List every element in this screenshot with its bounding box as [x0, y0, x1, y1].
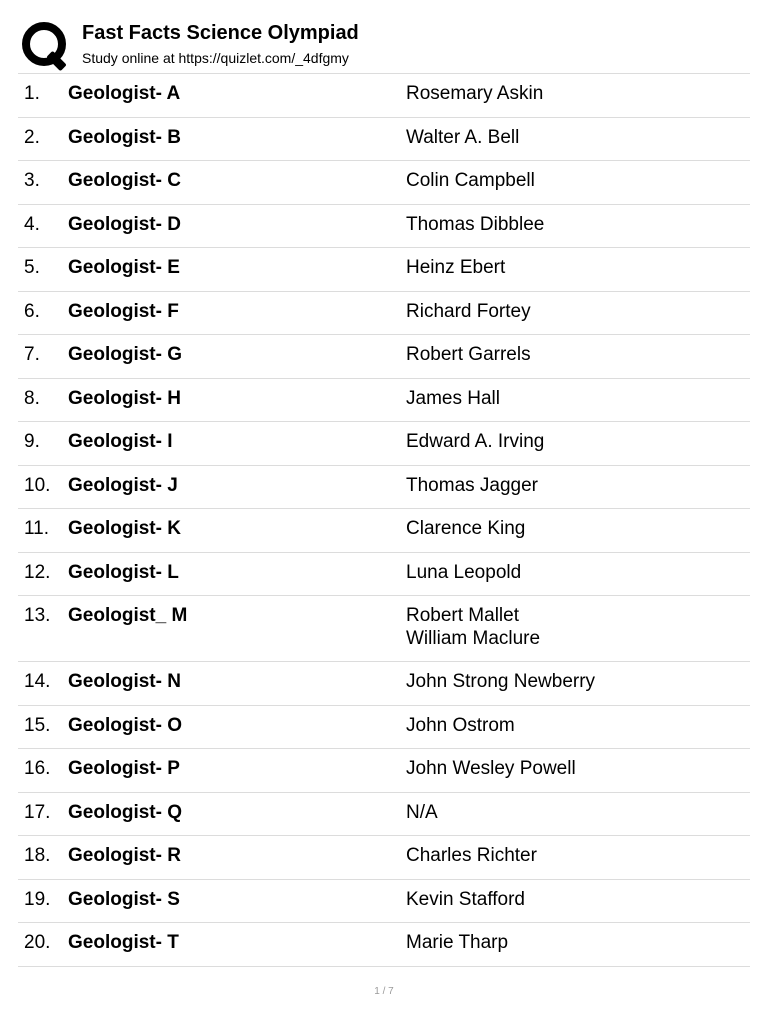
table-row — [18, 836, 750, 880]
definition-line: N/A — [406, 801, 438, 823]
definition-line: William Maclure — [406, 628, 541, 649]
row-number: 2. — [24, 126, 40, 148]
row-number: 4. — [24, 213, 40, 235]
table-row — [18, 292, 750, 336]
definition-cell — [406, 604, 540, 650]
definition-cell — [406, 256, 505, 279]
definition-cell — [406, 844, 537, 867]
row-number: 11. — [24, 518, 50, 539]
table-row — [18, 553, 750, 597]
definition-cell — [406, 430, 544, 453]
term-cell: Geologist- H — [68, 387, 181, 409]
definition-cell — [406, 714, 515, 737]
row-number: 13. — [24, 605, 51, 626]
definition-cell — [406, 343, 531, 366]
study-online-link[interactable]: Study online at https://quizlet.com/_4dfgmy — [82, 50, 349, 66]
row-number: 20. — [24, 932, 51, 953]
table-row — [18, 248, 750, 292]
definition-line: Clarence King — [406, 518, 526, 539]
definition-line: Richard Fortey — [406, 300, 531, 322]
table-row — [18, 662, 750, 706]
definition-cell — [406, 126, 519, 149]
definition-cell — [406, 561, 521, 584]
row-number: 16. — [24, 758, 51, 779]
table-row — [18, 706, 750, 750]
term-cell: Geologist- F — [68, 300, 179, 322]
table-row — [18, 880, 750, 924]
definition-line: Kevin Stafford — [406, 888, 526, 910]
definition-cell — [406, 213, 544, 236]
definition-line: Thomas Jagger — [406, 474, 539, 496]
table-row — [18, 509, 750, 553]
term-cell: Geologist- J — [68, 474, 178, 496]
page-number: 1 / 7 — [374, 986, 394, 997]
definition-cell — [406, 82, 543, 105]
document-header — [18, 18, 750, 74]
row-number: 14. — [24, 671, 51, 692]
definition-cell — [406, 670, 595, 693]
definition-line: Rosemary Askin — [406, 83, 544, 104]
term-cell: Geologist- R — [68, 845, 181, 866]
row-number: 3. — [24, 170, 40, 191]
definition-line: Edward A. Irving — [406, 431, 545, 452]
row-number: 15. — [24, 714, 51, 736]
term-cell: Geologist- B — [68, 126, 181, 148]
definition-cell — [406, 757, 576, 780]
row-number: 7. — [24, 344, 40, 365]
term-cell: Geologist- P — [68, 758, 180, 779]
quizlet-q-logo-icon — [20, 20, 72, 72]
term-cell: Geologist- N — [68, 671, 181, 692]
row-number: 9. — [24, 431, 40, 452]
row-number: 12. — [24, 561, 51, 583]
definition-cell — [406, 931, 508, 954]
row-number: 1. — [24, 83, 40, 104]
term-cell: Geologist- I — [68, 431, 173, 452]
definition-line: Robert Garrels — [406, 344, 531, 365]
definition-line: Heinz Ebert — [406, 257, 506, 278]
table-row — [18, 335, 750, 379]
table-row — [18, 118, 750, 162]
page-title: Fast Facts Science Olympiad — [82, 22, 359, 44]
term-cell: Geologist- O — [68, 714, 182, 736]
definition-line: Robert Mallet — [406, 605, 519, 626]
term-cell: Geologist- G — [68, 344, 182, 365]
table-row — [18, 205, 750, 249]
term-cell: Geologist_ M — [68, 605, 188, 626]
definition-line: Luna Leopold — [406, 561, 522, 583]
term-cell: Geologist- T — [68, 932, 179, 953]
definition-line: James Hall — [406, 387, 500, 409]
term-cell: Geologist- A — [68, 83, 181, 104]
definition-cell — [406, 474, 538, 497]
table-row — [18, 466, 750, 510]
row-number: 19. — [24, 888, 51, 910]
row-number: 5. — [24, 257, 40, 278]
flashcard-table — [18, 74, 750, 967]
term-cell: Geologist- S — [68, 888, 180, 910]
definition-line: Walter A. Bell — [406, 126, 520, 148]
row-number: 6. — [24, 300, 40, 322]
definition-cell — [406, 169, 535, 192]
term-cell: Geologist- Q — [68, 801, 182, 823]
definition-line: Colin Campbell — [406, 170, 535, 191]
term-cell: Geologist- K — [68, 518, 181, 539]
definition-line: Thomas Dibblee — [406, 213, 545, 235]
table-row — [18, 749, 750, 793]
definition-line: Charles Richter — [406, 845, 537, 866]
table-row — [18, 379, 750, 423]
table-row — [18, 596, 750, 662]
definition-cell — [406, 387, 500, 410]
definition-line: John Strong Newberry — [406, 671, 596, 692]
term-cell: Geologist- D — [68, 213, 181, 235]
table-row — [18, 793, 750, 837]
table-row — [18, 422, 750, 466]
row-number: 17. — [24, 801, 51, 823]
definition-line: John Wesley Powell — [406, 758, 576, 779]
row-number: 18. — [24, 845, 51, 866]
term-cell: Geologist- E — [68, 257, 180, 278]
table-row — [18, 923, 750, 967]
definition-cell — [406, 888, 525, 911]
term-cell: Geologist- L — [68, 561, 179, 583]
table-row — [18, 161, 750, 205]
term-cell: Geologist- C — [68, 170, 181, 191]
definition-cell — [406, 801, 438, 824]
table-row — [18, 74, 750, 118]
definition-line: Marie Tharp — [406, 932, 509, 953]
definition-cell — [406, 300, 531, 323]
definition-cell — [406, 517, 525, 540]
row-number: 10. — [24, 474, 51, 496]
definition-line: John Ostrom — [406, 714, 515, 736]
row-number: 8. — [24, 387, 40, 409]
